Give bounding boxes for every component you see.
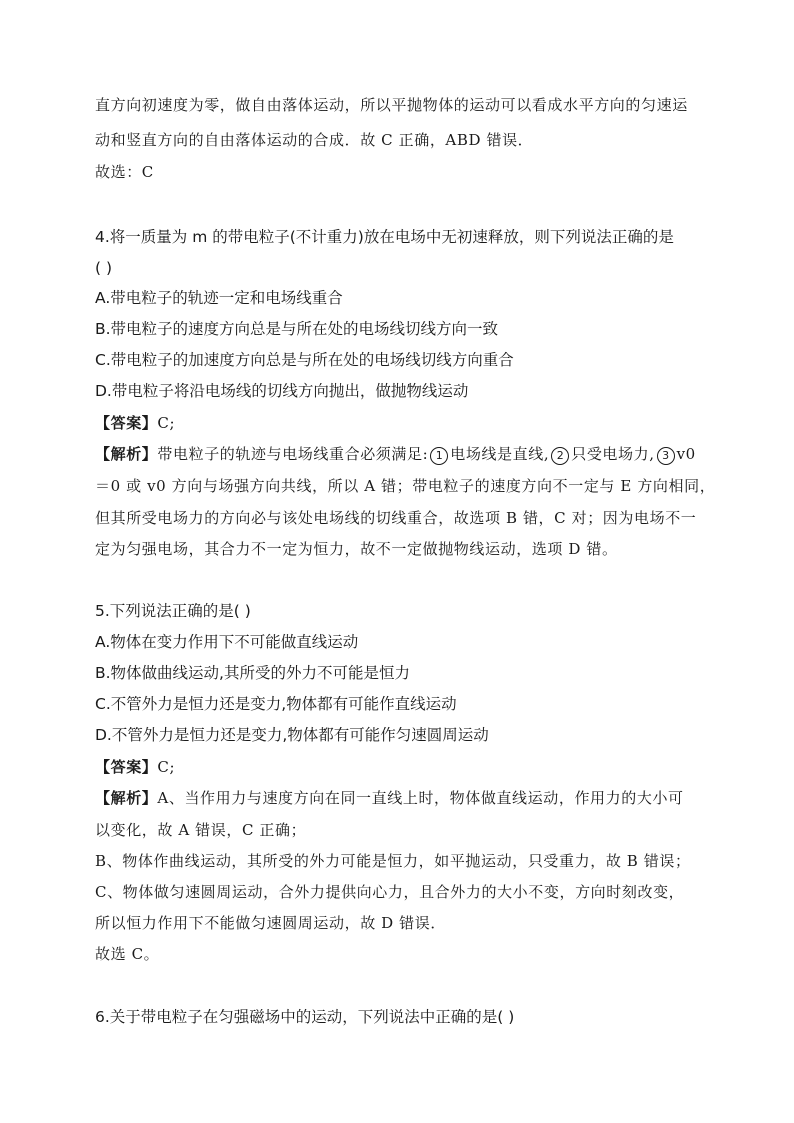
q4-option-a: A.带电粒子的轨迹一定和电场线重合 [95,289,343,307]
q5-choice: 故选 C。 [95,945,160,963]
q4-analysis-text-c: 只受电场力, [571,445,655,463]
q5-analysis-text: A、当作用力与速度方向在同一直线上时，物体做直线运动，作用力的大小可 [157,789,684,807]
q5-stem: 5.下列说法正确的是( ) [95,602,251,620]
q5-analysis-line-5: 所以恒力作用下不能做匀速圆周运动，故 D 错误． [95,914,446,932]
circled-number-3: 3 [657,447,675,465]
q4-answer-value: C; [157,414,176,432]
q3-explanation-line-1: 直方向初速度为零，做自由落体运动，所以平抛物体的运动可以看成水平方向的匀速运 [95,96,688,114]
q4-analysis-line-3: 但其所受电场力的方向必与该处电场线的切线重合，故选项 B 错，C 对；因为电场不一 [95,509,697,527]
circled-number-2: 2 [551,447,569,465]
q4-option-d: D.带电粒子将沿电场线的切线方向抛出，做抛物线运动 [95,382,469,400]
circled-number-1: 1 [430,447,448,465]
q4-analysis-text-b: 电场线是直线, [450,445,550,463]
q3-choice: 故选：C [95,163,154,181]
q5-answer-tag: 【答案】 [95,758,158,776]
q4-analysis-tag: 【解析】 [95,445,158,463]
q4-analysis-line-1 [95,444,696,465]
q4-analysis-text-a: 带电粒子的轨迹与电场线重合必须满足: [157,445,429,463]
q5-option-b: B.物体做曲线运动,其所受的外力不可能是恒力 [95,664,410,682]
q4-analysis-text-d: v0 [676,445,696,463]
q5-answer [95,757,175,777]
q5-analysis-line-3: B、物体作曲线运动，其所受的外力可能是恒力，如平抛运动，只受重力，故 B 错误； [95,852,691,870]
q5-analysis-line-1 [95,788,684,808]
q4-stem-line-1: 4.将一质量为 m 的带电粒子(不计重力)放在电场中无初速释放，则下列说法正确的是 [95,228,674,246]
q4-stem-line-2: ( ) [95,259,113,277]
q5-option-a: A.物体在变力作用下不可能做直线运动 [95,633,359,651]
q5-option-c: C.不管外力是恒力还是变力,物体都有可能作直线运动 [95,695,457,713]
q5-analysis-line-2: 以变化，故 A 错误，C 正确； [95,821,307,839]
q6-stem: 6.关于带电粒子在匀强磁场中的运动，下列说法中正确的是( ) [95,1008,515,1026]
q5-analysis-line-4: C、物体做匀速圆周运动，合外力提供向心力，且合外力的大小不变，方向时刻改变， [95,883,685,901]
q4-analysis-line-4: 定为匀强电场，其合力不一定为恒力，故不一定做抛物线运动，选项 D 错。 [95,540,618,558]
q4-option-b: B.带电粒子的速度方向总是与所在处的电场线切线方向一致 [95,320,499,338]
q3-explanation-line-2: 动和竖直方向的自由落体运动的合成．故 C 正确，ABD 错误． [95,131,534,149]
q4-option-c: C.带电粒子的加速度方向总是与所在处的电场线切线方向重合 [95,351,514,369]
q5-option-d: D.不管外力是恒力还是变力,物体都有可能作匀速圆周运动 [95,726,489,744]
q5-analysis-tag: 【解析】 [95,789,158,807]
q4-answer-tag: 【答案】 [95,414,158,432]
q4-answer [95,413,175,433]
q5-answer-value: C; [157,758,176,776]
q4-analysis-line-2: ＝0 或 v0 方向与场强方向共线，所以 A 错；带电粒子的速度方向不一定与 E 方向相同， [95,477,716,495]
